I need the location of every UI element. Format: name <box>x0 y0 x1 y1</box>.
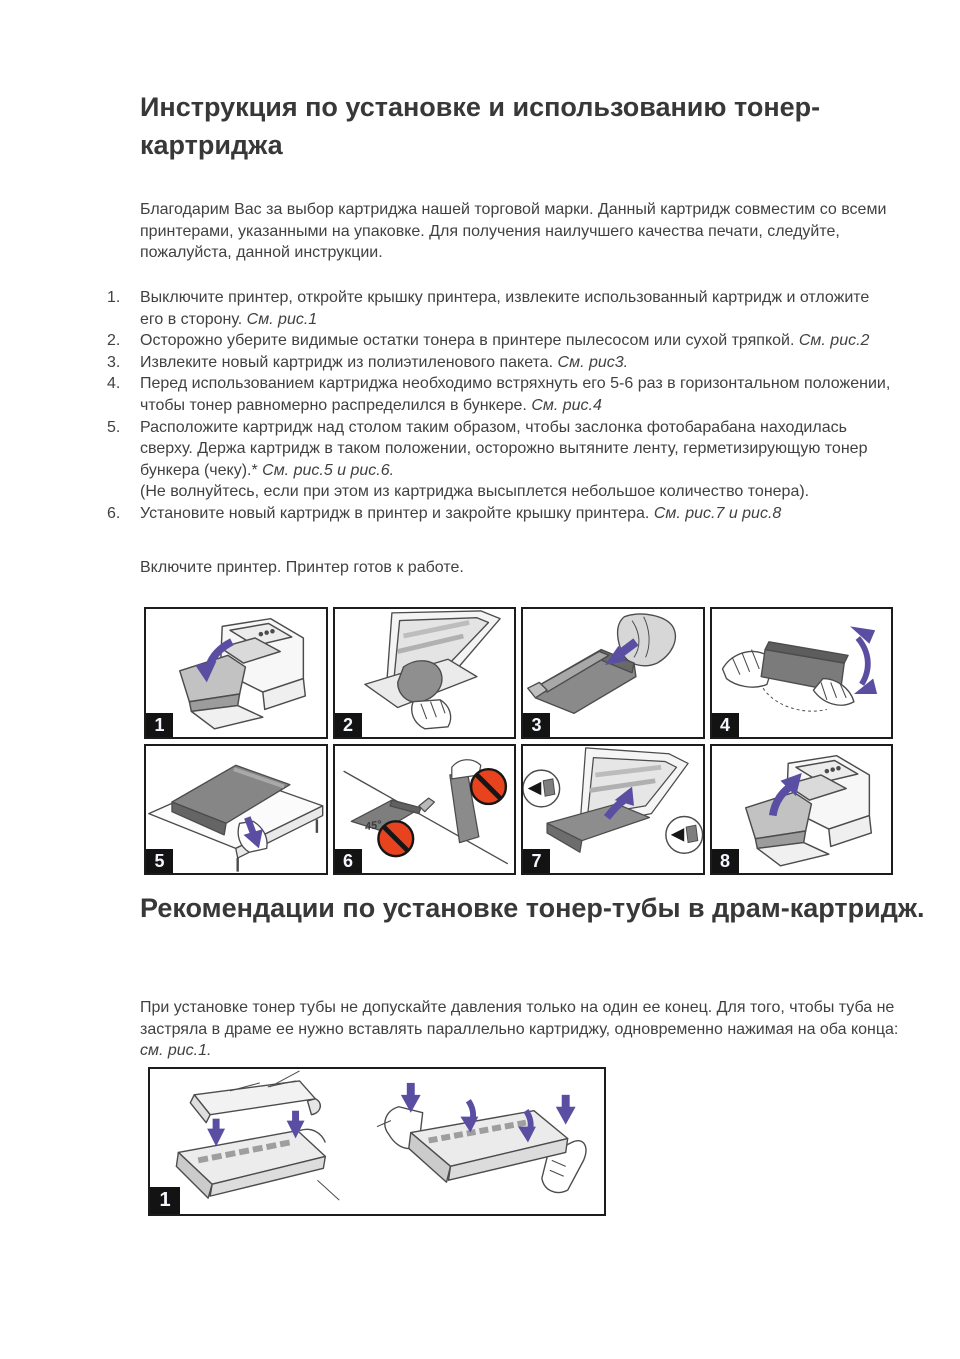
step-number: 4. <box>107 375 121 393</box>
step-text <box>140 287 897 330</box>
figure-number-badge: 1 <box>146 713 173 737</box>
ready-note: Включите принтер. Принтер готов к работе. <box>140 559 464 576</box>
step-note: (Не волнуйтесь, если при этом из картриджа высыплется небольшое количество тонера). <box>140 483 810 501</box>
step-body: Установите новый картридж в принтер и закройте крышку принтера. <box>140 504 654 522</box>
figure-panel-4 <box>710 607 894 739</box>
step-number: 6. <box>107 504 121 522</box>
figure-panel-toner-tube <box>148 1067 606 1216</box>
figure-panel-5 <box>144 744 328 876</box>
step-item <box>107 417 897 503</box>
figure-number-badge: 1 <box>150 1187 180 1214</box>
step-number: 2. <box>107 332 121 350</box>
figure-number-badge: 5 <box>146 849 173 873</box>
step-item <box>107 352 897 374</box>
figure-reference: См. рис.7 и рис.8 <box>653 504 782 522</box>
figure-panel-7 <box>521 744 705 876</box>
figure-panel-6 <box>333 744 517 876</box>
step-item <box>107 330 897 352</box>
step-body: Извлеките новый картридж из полиэтиленового пакета. <box>140 353 558 371</box>
steps-list <box>107 287 897 525</box>
page-title: Инструкция по установке и использованию тонер-картриджа <box>140 92 821 160</box>
step-body: Осторожно уберите видимые остатки тонера в принтере пылесосом или сухой тряпкой. <box>140 332 799 350</box>
step-text <box>140 503 897 525</box>
step-text <box>140 330 897 352</box>
step-number: 1. <box>107 289 121 306</box>
figure-grid <box>144 607 893 875</box>
step-number: 5. <box>107 418 121 436</box>
figure-panel-1 <box>144 607 328 739</box>
intro-paragraph: Благодарим Вас за выбор картриджа нашей торговой марки. Данный картридж совместим со всеми принтерами, указанными на упаковке. Для получения наилучшего качества печати, следуйте, пожалуйста, данной инструкции. <box>140 201 887 262</box>
step-item <box>107 287 897 330</box>
figure-panel-2 <box>333 607 517 739</box>
figure-reference: См. рис.1 <box>246 310 318 328</box>
figure-number-badge: 3 <box>523 713 550 737</box>
figure-reference: См. рис.4 <box>531 396 602 414</box>
figure-panel-3 <box>521 607 705 739</box>
section2-title: Рекомендации по установке тонер-тубы в драм-картридж. <box>140 893 925 923</box>
step-body: Перед использованием картриджа необходимо встряхнуть его 5-6 раз в горизонтальном положении, чтобы тонер равномерно распределился в бункере. <box>140 375 891 414</box>
figure-number-badge: 7 <box>523 849 550 873</box>
step-body: Расположите картридж над столом таким образом, чтобы заслонка фотобарабана находилась сверху. Держа картридж в таком положении, осторожно вытяните ленту, герметизирующую тонер бункера (чеку).* <box>140 418 868 479</box>
step-body: Выключите принтер, откройте крышку принтера, извлеките использованный картридж и отложите его в сторону. <box>140 289 870 328</box>
figure-reference: См. рис.2 <box>798 332 870 350</box>
angle-label: 45° <box>363 818 383 833</box>
step-text <box>140 417 897 503</box>
section2-text: При установке тонер тубы не допускайте давления только на один ее конец. Для того, чтобы туба не застряла в драме ее нужно вставлять параллельно картриджу, одновременно нажимая на оба конца: <box>140 999 899 1038</box>
step-text <box>140 373 897 416</box>
figure-reference: См. рис3. <box>557 353 629 371</box>
step-item <box>107 503 897 525</box>
figure-number-badge: 8 <box>712 849 739 873</box>
step-number: 3. <box>107 353 121 371</box>
toner-tube-installation-illustration <box>150 1069 604 1214</box>
figure-panel-8 <box>710 744 894 876</box>
figure-number-badge: 4 <box>712 713 739 737</box>
step-text <box>140 352 897 374</box>
figure-number-badge: 2 <box>335 713 362 737</box>
figure-reference: См. рис.5 и рис.6. <box>262 461 395 479</box>
section2-paragraph <box>140 997 920 1062</box>
step-item <box>107 373 897 416</box>
figure-reference: см. рис.1. <box>140 1042 212 1060</box>
figure-number-badge: 6 <box>335 849 362 873</box>
